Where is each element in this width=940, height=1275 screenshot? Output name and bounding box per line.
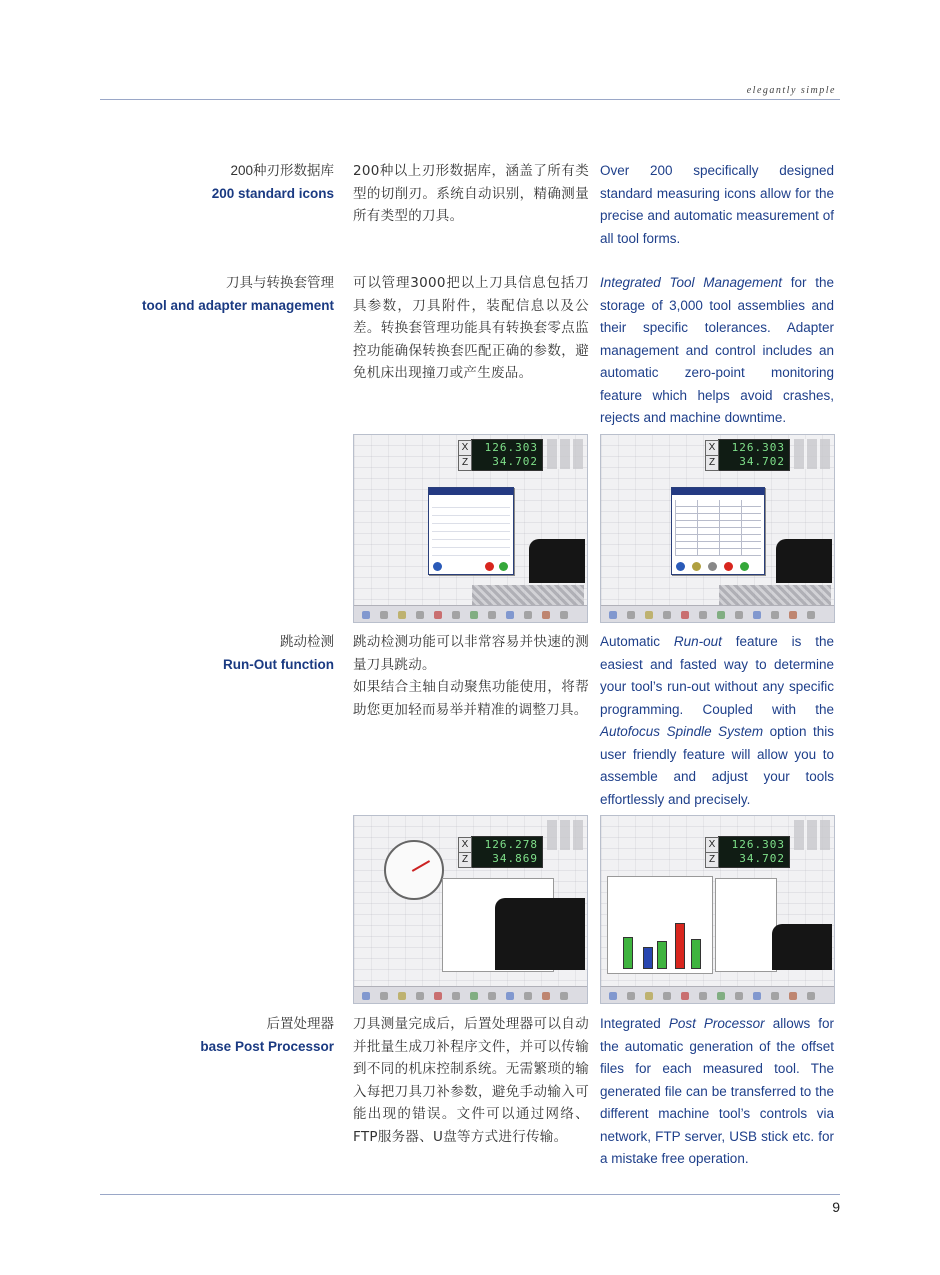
x-axis-label: X: [705, 837, 719, 853]
bottom-toolbar: [354, 986, 587, 1003]
section-body-en: [600, 1013, 834, 1171]
emphasis-text: Run-out: [673, 634, 722, 649]
cancel-icon: [485, 562, 494, 571]
z-readout: 34.702: [492, 455, 538, 468]
dro-display: [708, 836, 790, 868]
z-readout: 34.869: [492, 852, 538, 865]
z-readout: 34.702: [739, 455, 785, 468]
section-label-icons: [110, 160, 334, 205]
screenshot-watermark: [472, 585, 584, 605]
confirm-icon: [740, 562, 749, 571]
tool-icon: [692, 562, 701, 571]
confirm-icon: [499, 562, 508, 571]
settings-icon: [708, 562, 717, 571]
section-body-zh: 可以管理3000把以上刀具信息包括刀具参数，刀具附件，装配信息以及公差。转换套管理功能具有转换套零点监控功能确保转换套匹配正确的参数，避免机床出现撞刀或产生废品。: [353, 275, 589, 381]
section-label-tool-management: [110, 272, 334, 317]
tool-silhouette: [776, 539, 832, 583]
x-axis-label: X: [705, 440, 719, 456]
software-screenshot-runout-gauge: [353, 815, 588, 1004]
tool-silhouette: [529, 539, 585, 583]
gauge-needle: [412, 860, 430, 872]
body-paragraph: 如果结合主轴自动聚焦功能使用，将帮助您更加轻而易举并精准的调整刀具。: [353, 679, 589, 718]
section-body-zh: 刀具测量完成后，后置处理器可以自动并批量生成刀补程序文件，并可以传输到不同的机床控制系统。无需繁琐的输入每把刀具刀补参数，避免手动输入可能出现的错误。文件可以通过网络、FTP服务器、U盘等方式进行传输。: [353, 1016, 589, 1145]
footer-rule: [100, 1194, 840, 1195]
software-screenshot-adapter-table: [600, 434, 835, 623]
body-text: Automatic: [600, 634, 674, 649]
section-body-en: [600, 631, 834, 811]
tool-silhouette: [495, 898, 585, 970]
z-axis-label: Z: [458, 852, 472, 868]
z-readout: 34.702: [739, 852, 785, 865]
label-en: tool and adapter management: [141, 297, 334, 313]
runout-bar: [675, 923, 685, 969]
toolbar-icons: [794, 439, 830, 469]
emphasis-text: Autofocus Spindle System: [600, 724, 764, 739]
bottom-toolbar: [601, 986, 834, 1003]
adapter-dialog: [671, 487, 765, 575]
toolbar-icons: [547, 820, 583, 850]
page-number: 9: [832, 1199, 840, 1215]
label-en: base Post Processor: [200, 1038, 334, 1054]
tool-dialog: [428, 487, 514, 575]
dialog-table: [675, 500, 761, 556]
software-screenshot-tool-dialog: [353, 434, 588, 623]
x-axis-label: X: [458, 440, 472, 456]
x-axis-label: X: [458, 837, 472, 853]
section-body-zh: [353, 631, 589, 721]
z-axis-label: Z: [705, 455, 719, 471]
dro-display: [461, 836, 543, 868]
section-label-runout: [110, 631, 334, 676]
runout-bar: [643, 947, 653, 969]
body-text: Integrated: [600, 1016, 669, 1031]
section-body-en: [600, 272, 834, 430]
label-en: Run-Out function: [223, 656, 334, 672]
z-axis-label: Z: [705, 852, 719, 868]
body-paragraph: 跳动检测功能可以非常容易并快速的测量刀具跳动。: [353, 634, 589, 673]
section-label-post-processor: [110, 1013, 334, 1058]
runout-bar: [657, 941, 667, 969]
emphasis-text: Integrated Tool Management: [600, 275, 783, 290]
tool-silhouette: [772, 924, 832, 970]
toolbar-icons: [794, 820, 830, 850]
toolbar-icons: [547, 439, 583, 469]
runout-gauge-icon: [384, 840, 444, 900]
x-readout: 126.303: [484, 441, 538, 454]
label-zh: 跳动检测: [280, 634, 334, 649]
label-zh: 刀具与转换套管理: [226, 275, 334, 290]
globe-icon: [676, 562, 685, 571]
dialog-title-bar: [672, 488, 764, 495]
body-text: feature is the easiest and fasted way to determine your tool’s run-out without any specific programming. Coupled with the: [600, 634, 834, 717]
x-readout: 126.303: [731, 441, 785, 454]
label-en: 200 standard icons: [211, 185, 334, 201]
header-tagline: elegantly simple: [746, 85, 836, 96]
body-text: option this user friendly feature will allow you to assemble and adjust your tools effortlessly and precisely.: [600, 724, 834, 807]
section-body-zh: 200种以上刃形数据库，涵盖了所有类型的切削刃。系统自动识别，精确测量所有类型的刀具。: [353, 163, 589, 224]
cancel-icon: [724, 562, 733, 571]
header-rule: [100, 99, 840, 100]
measurement-view: [715, 878, 777, 972]
dro-display: [708, 439, 790, 471]
x-readout: 126.278: [484, 838, 538, 851]
bottom-toolbar: [601, 605, 834, 622]
screenshot-watermark: [719, 585, 831, 605]
section-body-en: Over 200 specifically designed standard measuring icons allow for the precise and automatic measurement of all tool forms.: [600, 163, 834, 246]
body-text: allows for the automatic generation of the offset files for each measured tool. The generated file can be transferred to the different machine tool’s controls via network, FTP server, USB stick etc. for a mistake free operation.: [600, 1016, 834, 1166]
dialog-rows: [432, 500, 510, 556]
bottom-toolbar: [354, 605, 587, 622]
z-axis-label: Z: [458, 455, 472, 471]
runout-bar: [691, 939, 701, 969]
dialog-buttons: [433, 559, 509, 571]
x-readout: 126.303: [731, 838, 785, 851]
emphasis-text: Post Processor: [668, 1016, 765, 1031]
runout-bar: [623, 937, 633, 969]
body-text: for the storage of 3,000 tool assemblies and their specific tolerances. Adapter management and control includes an automatic zero-point monitoring feature which helps avoid crashes, rejects and machine downtime.: [600, 275, 834, 425]
globe-icon: [433, 562, 442, 571]
dialog-buttons: [676, 559, 760, 571]
software-screenshot-runout-bars: [600, 815, 835, 1004]
label-zh: 200种刃形数据库: [230, 163, 334, 178]
dro-display: [461, 439, 543, 471]
label-zh: 后置处理器: [266, 1016, 334, 1031]
dialog-title-bar: [429, 488, 513, 495]
